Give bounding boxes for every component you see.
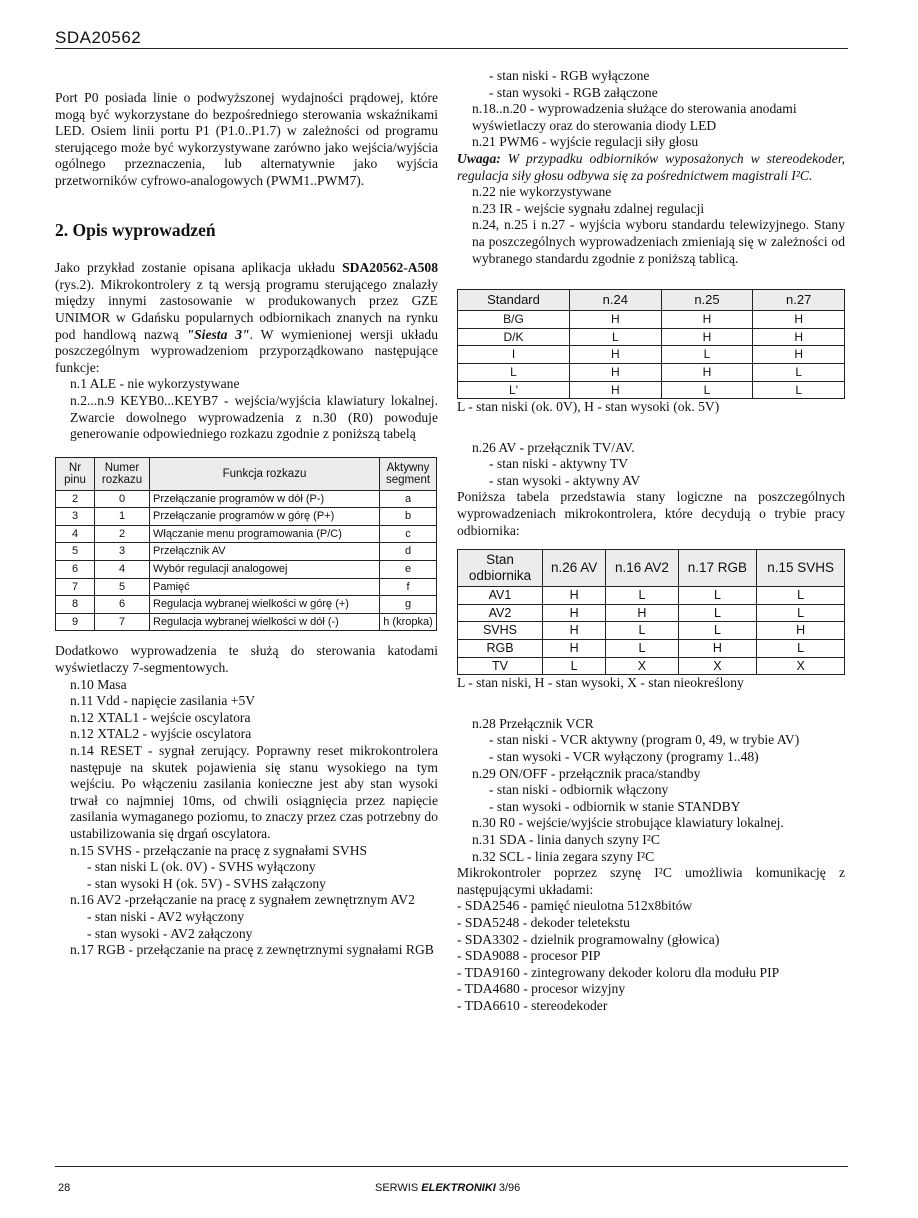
table-cell: AV1	[458, 587, 543, 605]
pin-29: n.29 ON/OFF - przełącznik praca/standby	[472, 765, 701, 781]
footer-text: 3/96	[495, 1182, 521, 1194]
table-cell: L	[678, 622, 757, 640]
table-header: n.26 AV	[543, 550, 606, 587]
table-cell: L	[458, 363, 570, 381]
pin-2-9: n.2...n.9 KEYB0...KEYB7 - wejścia/wyjścia klawiatury lokalnej. Zwarcie dowolnego wyprowadzenia z n.30 (R0) powoduje generowanie odpowiedniego rozkazu zgodnie z poniższą tabelą	[70, 392, 438, 442]
table-row	[458, 622, 845, 640]
table-cell: H	[606, 604, 678, 622]
chip-list-item: - SDA3302 - dzielnik programowalny (głowica)	[457, 931, 720, 947]
table-row	[458, 328, 845, 346]
header-rule	[55, 48, 848, 49]
table-row	[458, 587, 845, 605]
table-cell: H	[661, 328, 753, 346]
table-cell: TV	[458, 657, 543, 675]
table-header: n.15 SVHS	[757, 550, 845, 587]
pin-14: n.14 RESET - sygnał zerujący. Poprawny reset mikrokontrolera następuje na skutek pojawienia się stanu wysokiego na tym wejściu. Po włączeniu zasilania konieczne jest aby stan wysoki trwał co najmniej 10ms, od chwili osiągnięcia przez napięcie zasilania wymaganego poziomu, to znaczy przez czas potrzebny do ustabilizowania się drgań oscylatora.	[70, 743, 438, 841]
spacer	[457, 267, 845, 283]
intro-paragraph: Port P0 posiada linie o podwyższonej wydajności prądowej, które mogą być wykorzystane do bezpośredniego sterowania wskaźnikami LED. Osiem linii portu P1 (P1.0..P1.7) w zależności od programu sterującego może być wykorzystywane zarówno jako wejścia/wyjścia ogólnego przeznaczenia, lub alternatywnie jako wyjścia przetworników cyfrowo-analogowych (PWM1..PWM7).	[55, 90, 438, 188]
pin-32: n.32 SCL - linia zegara szyny I²C	[472, 848, 655, 864]
pin-15-high: - stan wysoki H (ok. 5V) - SVHS załączony	[87, 875, 326, 891]
footer-text: ELEKTRONIKI	[421, 1182, 496, 1194]
table-cell: AV2	[458, 604, 543, 622]
pin-24-25-27: n.24, n.25 i n.27 - wyjścia wyboru standardu telewizyjnego. Stany na poszczególnych wyprowadzeniach zmieniają się w zależności od wybranego standardu zgodnie z poniższą tablicą.	[472, 217, 845, 266]
page-number: 28	[58, 1182, 71, 1194]
running-header: SDA20562	[55, 28, 142, 47]
table-cell: a	[380, 490, 437, 508]
table-cell: L	[753, 381, 845, 399]
pin-31: n.31 SDA - linia danych szyny I²C	[472, 831, 660, 847]
table-row	[56, 543, 437, 561]
pin-10: n.10 Masa	[70, 676, 127, 692]
i2c-paragraph: Mikrokontroler poprzez szynę I²C umożliwia komunikację z następującymi układami:	[457, 865, 845, 897]
spacer	[457, 416, 845, 440]
table-cell: c	[380, 525, 437, 543]
cathode-paragraph: Dodatkowo wyprowadzenia te służą do sterowania katodami wyświetlaczy 7-segmentowych.	[55, 643, 438, 676]
table-cell: L'	[458, 381, 570, 399]
table-cell: Przełączanie programów w dół (P-)	[150, 490, 380, 508]
table-cell: H	[661, 363, 753, 381]
table-cell: X	[757, 657, 845, 675]
table-cell: 2	[56, 490, 95, 508]
chip-list-item: - TDA4680 - procesor wizyjny	[457, 981, 626, 997]
table-cell: SVHS	[458, 622, 543, 640]
pin-29-low: - stan niski - odbiornik włączony	[489, 782, 669, 798]
table-cell: d	[380, 543, 437, 561]
table-cell: H	[570, 311, 662, 329]
pin-18-20: n.18..n.20 - wyprowadzenia służące do sterowania anodami wyświetlaczy oraz do sterowania diody LED	[472, 101, 797, 133]
table-cell: B/G	[458, 311, 570, 329]
table-cell: H	[678, 640, 757, 658]
table-cell: 3	[56, 508, 95, 526]
pin-16: n.16 AV2 -przełączanie na pracę z sygnałem zewnętrznym AV2	[70, 892, 415, 908]
table-cell: 6	[56, 561, 95, 579]
section-heading: 2. Opis wyprowadzeń	[55, 219, 216, 240]
table-cell: L	[661, 381, 753, 399]
left-column	[55, 90, 438, 959]
table-cell: L	[678, 604, 757, 622]
table-cell: 5	[95, 578, 150, 596]
table-row	[458, 657, 845, 675]
chip-list-item: - TDA9160 - zintegrowany dekoder koloru dla modułu PIP	[457, 964, 780, 980]
table-cell: 4	[95, 561, 150, 579]
table-cell: Włączanie menu programowania (P/C)	[150, 525, 380, 543]
table-header: Standard	[458, 290, 570, 311]
pin-17-high: - stan wysoki - RGB załączone	[489, 84, 658, 100]
pin-16-low: - stan niski - AV2 wyłączony	[87, 908, 245, 924]
table-header: n.25	[661, 290, 753, 311]
table-cell: Przełączanie programów w górę (P+)	[150, 508, 380, 526]
mode-legend: L - stan niski, H - stan wysoki, X - stan nieokreślony	[457, 675, 744, 691]
table-cell: Pamięć	[150, 578, 380, 596]
table-header: Nr pinu	[56, 457, 95, 490]
table-cell: X	[606, 657, 678, 675]
pin-26-high: - stan wysoki - aktywny AV	[489, 472, 641, 488]
magazine-footer	[375, 1182, 520, 1194]
application-paragraph	[55, 260, 438, 376]
chip-list-item: - SDA2546 - pamięć nieulotna 512x8bitów	[457, 898, 693, 914]
table-cell: 2	[95, 525, 150, 543]
chip-list-item: - SDA9088 - procesor PIP	[457, 948, 601, 964]
product-name: "Siesta 3"	[186, 326, 250, 342]
pin-28-low: - stan niski - VCR aktywny (program 0, 49, w trybie AV)	[489, 732, 800, 748]
chip-list-item: - SDA5248 - dekoder teletekstu	[457, 914, 630, 930]
pin-16-high: - stan wysoki - AV2 załączony	[87, 925, 253, 941]
pin-1: n.1 ALE - nie wykorzystywane	[70, 376, 240, 392]
table-row	[458, 346, 845, 364]
table-row	[458, 363, 845, 381]
table-cell: H	[543, 622, 606, 640]
table-header: n.17 RGB	[678, 550, 757, 587]
table-row	[56, 525, 437, 543]
table-cell: g	[380, 596, 437, 614]
table-cell: L	[606, 640, 678, 658]
table-cell: H	[570, 346, 662, 364]
table-row	[56, 490, 437, 508]
table-header: Stan odbiornika	[458, 550, 543, 587]
table-cell: H	[753, 328, 845, 346]
table-cell: L	[606, 587, 678, 605]
table-row	[458, 381, 845, 399]
pin-12-xtal1: n.12 XTAL1 - wejście oscylatora	[70, 709, 251, 725]
footer-rule	[55, 1166, 848, 1167]
table-header: Numer rozkazu	[95, 457, 150, 490]
footer-text: SERWIS	[375, 1182, 422, 1194]
right-column	[457, 68, 845, 1015]
table-cell: 7	[95, 613, 150, 631]
note-text: W przypadku odbiorników wyposażonych w stereodekoder, regulacja siły głosu odbywa się za pośrednictwem magistrali I²C.	[457, 150, 845, 183]
keyboard-command-table	[55, 457, 437, 632]
table-cell: L	[606, 622, 678, 640]
pin-28: n.28 Przełącznik VCR	[472, 715, 594, 731]
table-cell: X	[678, 657, 757, 675]
table-cell: RGB	[458, 640, 543, 658]
table-cell: H	[661, 311, 753, 329]
receiver-mode-table	[457, 549, 845, 675]
table-cell: 0	[95, 490, 150, 508]
table-row	[56, 578, 437, 596]
standard-legend: L - stan niski (ok. 0V), H - stan wysoki (ok. 5V)	[457, 399, 720, 415]
tv-standard-table	[457, 289, 845, 399]
table-cell: H	[757, 622, 845, 640]
chip-name: SDA20562-A508	[342, 260, 438, 276]
table-cell: D/K	[458, 328, 570, 346]
text-run: Jako przykład zostanie opisana aplikacja układu	[55, 260, 343, 276]
table-cell: f	[380, 578, 437, 596]
table-cell: H	[753, 311, 845, 329]
mode-paragraph: Poniższa tabela przedstawia stany logiczne na poszczególnych wyprowadzeniach mikrokontrolera, które decydują o trybie pracy odbiornika:	[457, 489, 845, 538]
chip-list	[457, 898, 845, 1014]
pin-26: n.26 AV - przełącznik TV/AV.	[472, 439, 635, 455]
table-cell: L	[753, 363, 845, 381]
table-cell: L	[661, 346, 753, 364]
pin-12-xtal2: n.12 XTAL2 - wyjście oscylatora	[70, 726, 252, 742]
table-cell: H	[543, 604, 606, 622]
table-cell: Regulacja wybranej wielkości w dół (-)	[150, 613, 380, 631]
text-run: . W wymienionej wersji układu poszczególnym wyprowadzeniom przyporządkowano następujące funkcje:	[55, 326, 438, 375]
table-cell: 7	[56, 578, 95, 596]
chip-list-item: - TDA6610 - stereodekoder	[457, 997, 608, 1013]
table-row	[458, 604, 845, 622]
table-cell: 8	[56, 596, 95, 614]
pin-17: n.17 RGB - przełączanie na pracę z zewnętrznymi sygnałami RGB	[70, 942, 434, 958]
table-cell: H	[543, 640, 606, 658]
pin-28-high: - stan wysoki - VCR wyłączony (programy 1..48)	[489, 749, 759, 764]
table-cell: L	[757, 640, 845, 658]
table-cell: H	[570, 363, 662, 381]
table-header: Funkcja rozkazu	[150, 457, 380, 490]
pin-29-high: - stan wysoki - odbiornik w stanie STANDBY	[489, 798, 741, 814]
table-cell: 6	[95, 596, 150, 614]
table-cell: 9	[56, 613, 95, 631]
table-cell: L	[543, 657, 606, 675]
pin-21: n.21 PWM6 - wyjście regulacji siły głosu	[472, 134, 699, 150]
spacer	[457, 692, 845, 716]
table-cell: H	[753, 346, 845, 364]
table-cell: 3	[95, 543, 150, 561]
table-header: Aktywny segment	[380, 457, 437, 490]
table-row	[56, 596, 437, 614]
table-cell: H	[543, 587, 606, 605]
table-cell: b	[380, 508, 437, 526]
table-row	[56, 613, 437, 631]
pin-11: n.11 Vdd - napięcie zasilania +5V	[70, 693, 256, 709]
table-header: n.24	[570, 290, 662, 311]
table-row	[458, 640, 845, 658]
table-cell: Przełącznik AV	[150, 543, 380, 561]
table-cell: L	[757, 587, 845, 605]
table-cell: H	[570, 381, 662, 399]
pin-15: n.15 SVHS - przełączanie na pracę z sygnałami SVHS	[70, 842, 368, 858]
table-header: n.27	[753, 290, 845, 311]
table-cell: I	[458, 346, 570, 364]
table-row	[56, 508, 437, 526]
pin-15-low: - stan niski L (ok. 0V) - SVHS wyłączony	[87, 859, 316, 875]
table-cell: 1	[95, 508, 150, 526]
table-cell: Wybór regulacji analogowej	[150, 561, 380, 579]
table-cell: L	[570, 328, 662, 346]
table-cell: L	[757, 604, 845, 622]
pin-23: n.23 IR - wejście sygnału zdalnej regulacji	[472, 200, 705, 216]
table-cell: 4	[56, 525, 95, 543]
text-run: (rys.2). Mikrokontrolery z tą wersją programu sterującego znalazły między innymi zastosowanie w produkowanych przez GZE UNIMOR w Gdańsku popularnych odbiornikach znanych na rynku pod handlową nazwą	[55, 276, 438, 342]
table-cell: 5	[56, 543, 95, 561]
note	[457, 151, 845, 184]
table-row	[458, 311, 845, 329]
table-cell: e	[380, 561, 437, 579]
table-row	[56, 561, 437, 579]
table-header: n.16 AV2	[606, 550, 678, 587]
pin-22: n.22 nie wykorzystywane	[472, 184, 612, 200]
note-label: Uwaga:	[457, 150, 501, 166]
table-cell: Regulacja wybranej wielkości w górę (+)	[150, 596, 380, 614]
pin-30: n.30 R0 - wejście/wyjście strobujące klawiatury lokalnej.	[472, 815, 784, 831]
pin-17-low: - stan niski - RGB wyłączone	[489, 68, 650, 83]
pin-26-low: - stan niski - aktywny TV	[489, 456, 629, 472]
table-cell: h (kropka)	[380, 613, 437, 631]
table-cell: L	[678, 587, 757, 605]
